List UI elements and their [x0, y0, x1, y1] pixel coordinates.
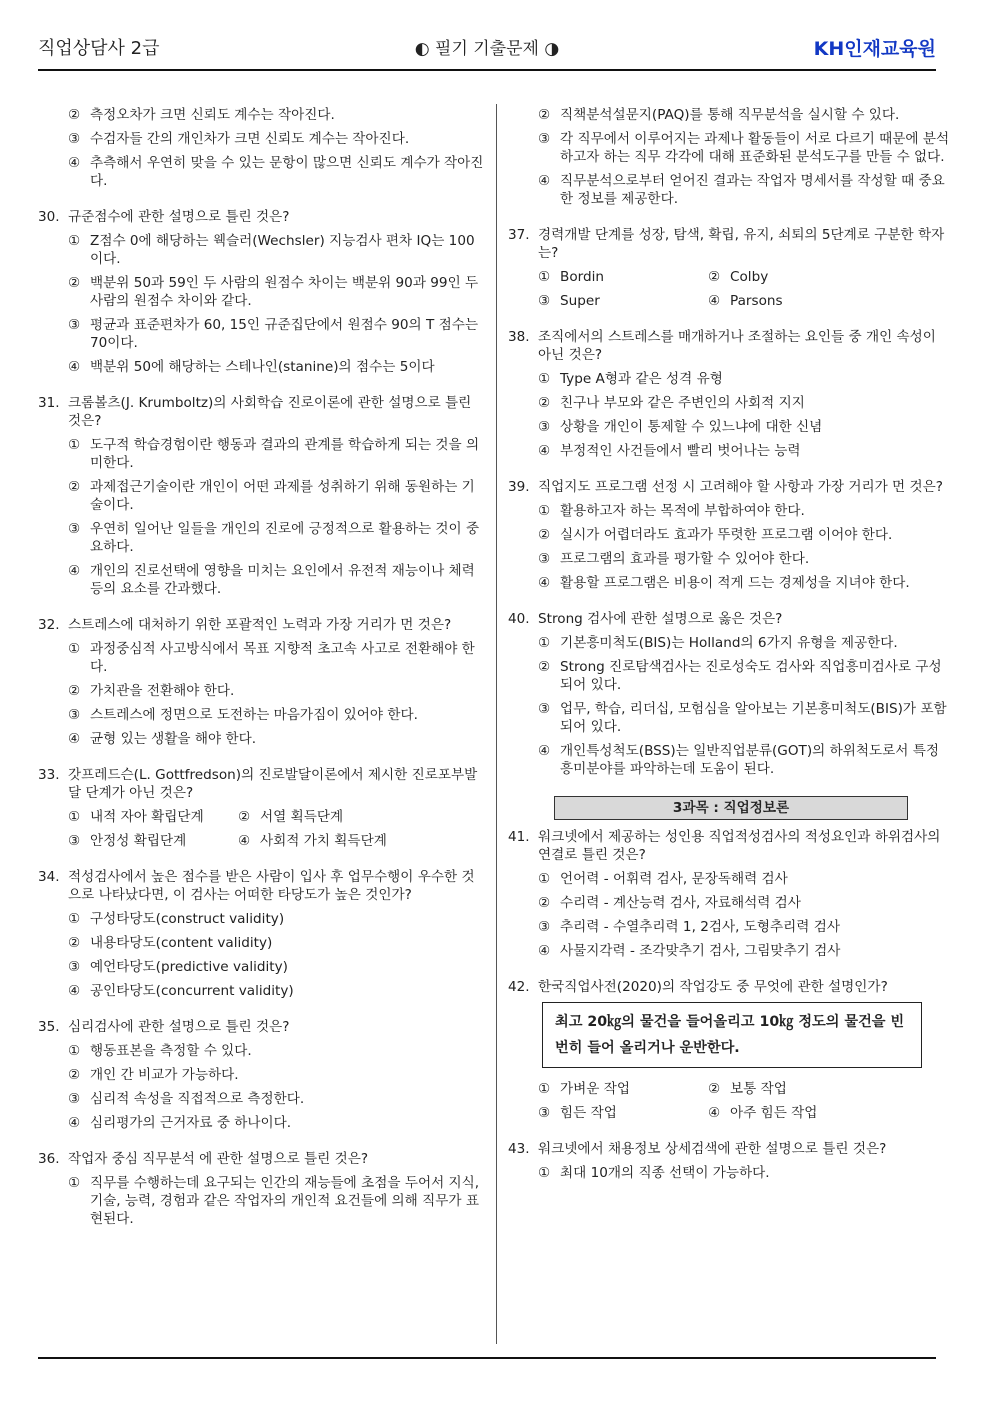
- option-mark: ②: [68, 275, 81, 291]
- option-mark: ④: [538, 575, 551, 591]
- option-mark: ①: [538, 503, 551, 519]
- option-text: 구성타당도(construct validity): [90, 911, 285, 927]
- option-mark: ④: [68, 563, 81, 579]
- answer-option: [538, 918, 952, 936]
- option-text: 백분위 50에 해당하는 스테나인(stanine)의 점수는 5이다: [90, 359, 435, 375]
- option-text: Type A형과 같은 성격 유형: [560, 371, 723, 387]
- option-mark: ①: [538, 371, 551, 387]
- page-header: [38, 34, 936, 64]
- option-mark: ②: [538, 895, 551, 911]
- answer-option: [68, 958, 485, 976]
- option-text: 직무를 수행하는데 요구되는 인간의 재능들에 초점을 두어서 지식, 기술, 능력, 경험과 같은 작업자의 개인적 요건들에 의해 직무가 표현된다.: [90, 1175, 480, 1227]
- answer-option: [68, 562, 485, 598]
- question-title: [508, 226, 952, 262]
- question-title: [508, 978, 952, 996]
- question: [38, 1150, 485, 1228]
- continued-options: [508, 106, 952, 208]
- option-text: 서열 획득단계: [260, 809, 344, 825]
- option-mark: ③: [68, 707, 81, 723]
- option-mark: ①: [538, 635, 551, 651]
- answer-option: [538, 700, 952, 736]
- question: [508, 226, 952, 310]
- question-number: 34.: [38, 869, 60, 885]
- option-text: 안정성 확립단계: [90, 833, 187, 849]
- option-mark: ③: [68, 131, 81, 147]
- answer-option: [68, 910, 485, 928]
- option-mark: ②: [68, 683, 81, 699]
- option-text: 추측해서 우연히 맞을 수 있는 문항이 많으면 신뢰도 계수가 작아진다.: [90, 155, 484, 189]
- question-number: 38.: [508, 329, 530, 345]
- question: [38, 868, 485, 1000]
- option-mark: ①: [68, 809, 81, 825]
- option-text: Parsons: [730, 293, 783, 309]
- answer-option: [538, 1164, 952, 1182]
- option-text: 내적 자아 확립단계: [90, 809, 204, 825]
- option-text: 사물지각력 - 조각맞추기 검사, 그림맞추기 검사: [560, 943, 841, 959]
- question-number: 35.: [38, 1019, 60, 1035]
- publisher-name: KH인재교육원: [813, 38, 936, 60]
- option-text: Strong 진로탐색검사는 진로성숙도 검사와 직업흥미검사로 구성되어 있다.: [560, 659, 942, 693]
- option-mark: ④: [68, 731, 81, 747]
- answer-option: [68, 106, 485, 124]
- option-mark: ③: [538, 293, 551, 309]
- option-text: 개인특성척도(BSS)는 일반직업분류(GOT)의 하위척도로서 특정흥미분야를 파악하는데 도움이 된다.: [560, 743, 939, 777]
- question-number: 36.: [38, 1151, 60, 1167]
- answer-option-row: [538, 1104, 952, 1122]
- answer-option: [538, 1104, 708, 1122]
- question-title: [38, 766, 485, 802]
- answer-option: [68, 1114, 485, 1132]
- question-title: [38, 1150, 485, 1168]
- option-mark: ①: [538, 1165, 551, 1181]
- option-mark: ④: [708, 293, 721, 309]
- answer-option: [68, 640, 485, 676]
- continued-options: [38, 106, 485, 190]
- right-column: [508, 106, 952, 1200]
- option-mark: ④: [68, 1115, 81, 1131]
- question-title: [508, 610, 952, 628]
- question-text: Strong 검사에 관한 설명으로 옳은 것은?: [538, 611, 783, 627]
- option-text: 공인타당도(concurrent validity): [90, 983, 294, 999]
- question-text: 워크넷에서 채용정보 상세검색에 관한 설명으로 틀린 것은?: [538, 1141, 887, 1157]
- question-number: 37.: [508, 227, 530, 243]
- option-mark: ②: [68, 479, 81, 495]
- answer-option-row: [68, 808, 485, 826]
- option-text: 친구나 부모와 같은 주변인의 사회적 지지: [560, 395, 805, 411]
- answer-option: [68, 832, 238, 850]
- answer-option: [538, 870, 952, 888]
- answer-option: [538, 442, 952, 460]
- option-text: 추리력 - 수열추리력 1, 2검사, 도형추리력 검사: [560, 919, 841, 935]
- option-mark: ①: [538, 1081, 551, 1097]
- option-text: 활용할 프로그램은 비용이 적게 드는 경제성을 지녀야 한다.: [560, 575, 910, 591]
- question: [508, 1140, 952, 1182]
- answer-option-row: [538, 1080, 952, 1098]
- option-text: 힘든 작업: [560, 1105, 617, 1121]
- option-text: 언어력 - 어휘력 검사, 문장독해력 검사: [560, 871, 788, 887]
- option-mark: ③: [538, 551, 551, 567]
- question-number: 43.: [508, 1141, 530, 1157]
- option-text: 도구적 학습경험이란 행동과 결과의 관계를 학습하게 되는 것을 의미한다.: [90, 437, 480, 471]
- option-text: Colby: [730, 269, 769, 285]
- option-mark: ③: [68, 959, 81, 975]
- answer-option: [68, 436, 485, 472]
- option-text: 실시가 어렵더라도 효과가 뚜렷한 프로그램 이어야 한다.: [560, 527, 893, 543]
- question-title: [508, 828, 952, 864]
- left-column: [38, 106, 485, 1246]
- question: [38, 766, 485, 850]
- question: [508, 610, 952, 778]
- option-mark: ③: [68, 521, 81, 537]
- option-mark: ①: [68, 1043, 81, 1059]
- option-mark: ④: [238, 833, 251, 849]
- option-mark: ②: [538, 395, 551, 411]
- option-mark: ④: [538, 943, 551, 959]
- question-passage-box: 최고 20㎏의 물건을 들어올리고 10㎏ 정도의 물건을 빈번히 들어 올리거나 운반한다.: [542, 1002, 922, 1068]
- option-text: Bordin: [560, 269, 605, 285]
- answer-option: [68, 982, 485, 1000]
- option-mark: ③: [68, 317, 81, 333]
- option-mark: ③: [538, 701, 551, 717]
- option-text: 가치관을 전환해야 한다.: [90, 683, 235, 699]
- answer-option: [238, 808, 408, 826]
- option-text: 아주 힘든 작업: [730, 1105, 818, 1121]
- question: [38, 208, 485, 376]
- question-text: 규준점수에 관한 설명으로 틀린 것은?: [68, 209, 290, 225]
- answer-option-row: [538, 292, 952, 310]
- option-text: 가벼운 작업: [560, 1081, 630, 1097]
- answer-option: [538, 394, 952, 412]
- answer-option: [68, 358, 485, 376]
- option-mark: ③: [68, 833, 81, 849]
- answer-option: [538, 894, 952, 912]
- answer-option: [538, 526, 952, 544]
- question-number: 41.: [508, 829, 530, 845]
- answer-option: [538, 106, 952, 124]
- option-mark: ②: [538, 527, 551, 543]
- answer-option: [538, 418, 952, 436]
- answer-option-row: [538, 268, 952, 286]
- option-mark: ④: [538, 173, 551, 189]
- option-mark: ②: [538, 659, 551, 675]
- exam-title: 직업상담사 2급: [38, 38, 160, 59]
- question-text: 조직에서의 스트레스를 매개하거나 조절하는 요인들 중 개인 속성이 아닌 것은?: [538, 329, 936, 363]
- option-mark: ①: [538, 269, 551, 285]
- question-text: 적성검사에서 높은 점수를 받은 사람이 입사 후 업무수행이 우수한 것으로 나타났다면, 이 검사는 어떠한 타당도가 높은 것인가?: [68, 869, 475, 903]
- question-number: 32.: [38, 617, 60, 633]
- answer-option: [538, 292, 708, 310]
- option-mark: ①: [68, 911, 81, 927]
- option-mark: ③: [538, 919, 551, 935]
- answer-option: [68, 232, 485, 268]
- question-title: [508, 1140, 952, 1158]
- footer-rule: [38, 1357, 936, 1359]
- option-mark: ②: [538, 107, 551, 123]
- option-mark: ④: [68, 155, 81, 171]
- option-mark: ①: [538, 871, 551, 887]
- question-text: 경력개발 단계를 성장, 탐색, 확립, 유지, 쇠퇴의 5단계로 구분한 학자는?: [538, 227, 945, 261]
- answer-option: [68, 316, 485, 352]
- question-title: [38, 616, 485, 634]
- question-text: 워크넷에서 제공하는 성인용 직업적성검사의 적성요인과 하위검사의 연결로 틀린 것은?: [538, 829, 941, 863]
- answer-option: [708, 292, 878, 310]
- option-text: 심리평가의 근거자료 중 하나이다.: [90, 1115, 292, 1131]
- answer-option: [538, 172, 952, 208]
- question-title: [508, 328, 952, 364]
- answer-option: [68, 682, 485, 700]
- option-text: 개인의 진로선택에 영향을 미치는 요인에서 유전적 재능이나 체력 등의 요소를 간과했다.: [90, 563, 475, 597]
- question-number: 31.: [38, 395, 60, 411]
- option-mark: ②: [708, 1081, 721, 1097]
- option-text: 각 직무에서 이루어지는 과제나 활동들이 서로 다르기 때문에 분석하고자 하는 직무 각각에 대해 표준화된 분석도구를 만들 수 없다.: [560, 131, 950, 165]
- option-text: 백분위 50과 59인 두 사람의 원점수 차이는 백분위 90과 99인 두 사람의 원점수 차이와 같다.: [90, 275, 479, 309]
- option-text: 과정중심적 사고방식에서 목표 지향적 초고속 사고로 전환해야 한다.: [90, 641, 475, 675]
- question-number: 40.: [508, 611, 530, 627]
- option-mark: ②: [68, 935, 81, 951]
- answer-option: [68, 274, 485, 310]
- option-mark: ④: [68, 983, 81, 999]
- question-text: 크롬볼츠(J. Krumboltz)의 사회학습 진로이론에 관한 설명으로 틀린 것은?: [68, 395, 472, 429]
- answer-option: [538, 502, 952, 520]
- answer-option: [68, 1090, 485, 1108]
- answer-option: [538, 1080, 708, 1098]
- answer-option: [708, 1080, 878, 1098]
- question: [38, 1018, 485, 1132]
- question-number: 33.: [38, 767, 60, 783]
- answer-option: [538, 130, 952, 166]
- answer-option: [68, 1042, 485, 1060]
- question-title: [38, 1018, 485, 1036]
- answer-option: [68, 730, 485, 748]
- option-text: 과제접근기술이란 개인이 어떤 과제를 성취하기 위해 동원하는 기술이다.: [90, 479, 475, 513]
- option-mark: ④: [68, 359, 81, 375]
- question: [508, 828, 952, 960]
- option-text: 평균과 표준편차가 60, 15인 규준집단에서 원점수 90의 T 점수는 70이다.: [90, 317, 478, 351]
- answer-option: [68, 130, 485, 148]
- question-number: 39.: [508, 479, 530, 495]
- answer-option-row: [68, 832, 485, 850]
- answer-option: [68, 808, 238, 826]
- answer-option: [68, 1174, 485, 1228]
- answer-option: [708, 1104, 878, 1122]
- option-text: 개인 간 비교가 가능하다.: [90, 1067, 239, 1083]
- option-text: 우연히 일어난 일들을 개인의 진로에 긍정적으로 활용하는 것이 중요하다.: [90, 521, 480, 555]
- question-text: 작업자 중심 직무분석 에 관한 설명으로 틀린 것은?: [68, 1151, 369, 1167]
- answer-option: [68, 706, 485, 724]
- question: [38, 394, 485, 598]
- answer-option: [68, 934, 485, 952]
- option-text: 사회적 가치 획득단계: [260, 833, 387, 849]
- option-text: 최대 10개의 직종 선택이 가능하다.: [560, 1165, 770, 1181]
- answer-option: [68, 478, 485, 514]
- option-text: 수검자들 간의 개인차가 크면 신뢰도 계수는 작아진다.: [90, 131, 410, 147]
- answer-option: [538, 268, 708, 286]
- answer-option: [238, 832, 408, 850]
- option-text: 활용하고자 하는 목적에 부합하여야 한다.: [560, 503, 805, 519]
- question-text: 갓프레드슨(L. Gottfredson)의 진로발달이론에서 제시한 진로포부발달 단계가 아닌 것은?: [68, 767, 478, 801]
- answer-option: [708, 268, 878, 286]
- question-title: [38, 208, 485, 226]
- question-number: 30.: [38, 209, 60, 225]
- answer-option: [538, 634, 952, 652]
- answer-option: [538, 942, 952, 960]
- option-text: 업무, 학습, 리더십, 모험심을 알아보는 기본흥미척도(BIS)가 포함되어 있다.: [560, 701, 947, 735]
- option-mark: ④: [538, 743, 551, 759]
- question-text: 직업지도 프로그램 선정 시 고려해야 할 사항과 가장 거리가 먼 것은?: [538, 479, 943, 495]
- option-text: 예언타당도(predictive validity): [90, 959, 288, 975]
- exam-subtitle: ◐ 필기 기출문제 ◑: [414, 39, 560, 59]
- option-mark: ①: [68, 233, 81, 249]
- section-heading: 3과목 : 직업정보론: [554, 796, 908, 820]
- option-mark: ①: [68, 641, 81, 657]
- option-mark: ③: [538, 131, 551, 147]
- option-text: 측정오차가 크면 신뢰도 계수는 작아진다.: [90, 107, 335, 123]
- option-text: 보통 작업: [730, 1081, 787, 1097]
- question-text: 한국직업사전(2020)의 작업강도 중 무엇에 관한 설명인가?: [538, 979, 888, 995]
- option-text: 직무분석으로부터 얻어진 결과는 작업자 명세서를 작성할 때 중요한 정보를 제공한다.: [560, 173, 945, 207]
- answer-option: [538, 742, 952, 778]
- option-text: 기본흥미척도(BIS)는 Holland의 6가지 유형을 제공한다.: [560, 635, 898, 651]
- option-mark: ②: [68, 1067, 81, 1083]
- option-text: 균형 있는 생활을 해야 한다.: [90, 731, 257, 747]
- question-title: [508, 478, 952, 496]
- answer-option: [538, 658, 952, 694]
- answer-option: [68, 520, 485, 556]
- option-text: 상황을 개인이 통제할 수 있느냐에 대한 신념: [560, 419, 823, 435]
- option-text: 프로그램의 효과를 평가할 수 있어야 한다.: [560, 551, 810, 567]
- option-text: Super: [560, 293, 600, 309]
- option-mark: ③: [68, 1091, 81, 1107]
- answer-option: [68, 154, 485, 190]
- question: [508, 328, 952, 460]
- option-text: 내용타당도(content validity): [90, 935, 273, 951]
- option-text: 수리력 - 계산능력 검사, 자료해석력 검사: [560, 895, 801, 911]
- option-text: 스트레스에 정면으로 도전하는 마음가짐이 있어야 한다.: [90, 707, 418, 723]
- option-mark: ③: [538, 419, 551, 435]
- question-number: 42.: [508, 979, 530, 995]
- option-text: 직책분석설문지(PAQ)를 통해 직무분석을 실시할 수 있다.: [560, 107, 900, 123]
- question-title: [38, 868, 485, 904]
- option-mark: ③: [538, 1105, 551, 1121]
- answer-option: [538, 574, 952, 592]
- answer-option: [68, 1066, 485, 1084]
- option-text: Z점수 0에 해당하는 웩슬러(Wechsler) 지능검사 편차 IQ는 100이다.: [90, 233, 475, 267]
- option-mark: ②: [68, 107, 81, 123]
- question-text: 스트레스에 대처하기 위한 포괄적인 노력과 가장 거리가 먼 것은?: [68, 617, 452, 633]
- question: [508, 478, 952, 592]
- option-mark: ②: [238, 809, 251, 825]
- option-mark: ④: [538, 443, 551, 459]
- question: [38, 616, 485, 748]
- option-text: 부정적인 사건들에서 빨리 벗어나는 능력: [560, 443, 801, 459]
- column-divider: [496, 104, 497, 1344]
- option-mark: ①: [68, 1175, 81, 1191]
- option-text: 심리적 속성을 직접적으로 측정한다.: [90, 1091, 305, 1107]
- header-rule: [38, 69, 936, 71]
- option-mark: ②: [708, 269, 721, 285]
- answer-option: [538, 370, 952, 388]
- option-text: 행동표본을 측정할 수 있다.: [90, 1043, 252, 1059]
- question: [508, 978, 952, 1122]
- option-mark: ④: [708, 1105, 721, 1121]
- question-title: [38, 394, 485, 430]
- question-text: 심리검사에 관한 설명으로 틀린 것은?: [68, 1019, 290, 1035]
- answer-option: [538, 550, 952, 568]
- option-mark: ①: [68, 437, 81, 453]
